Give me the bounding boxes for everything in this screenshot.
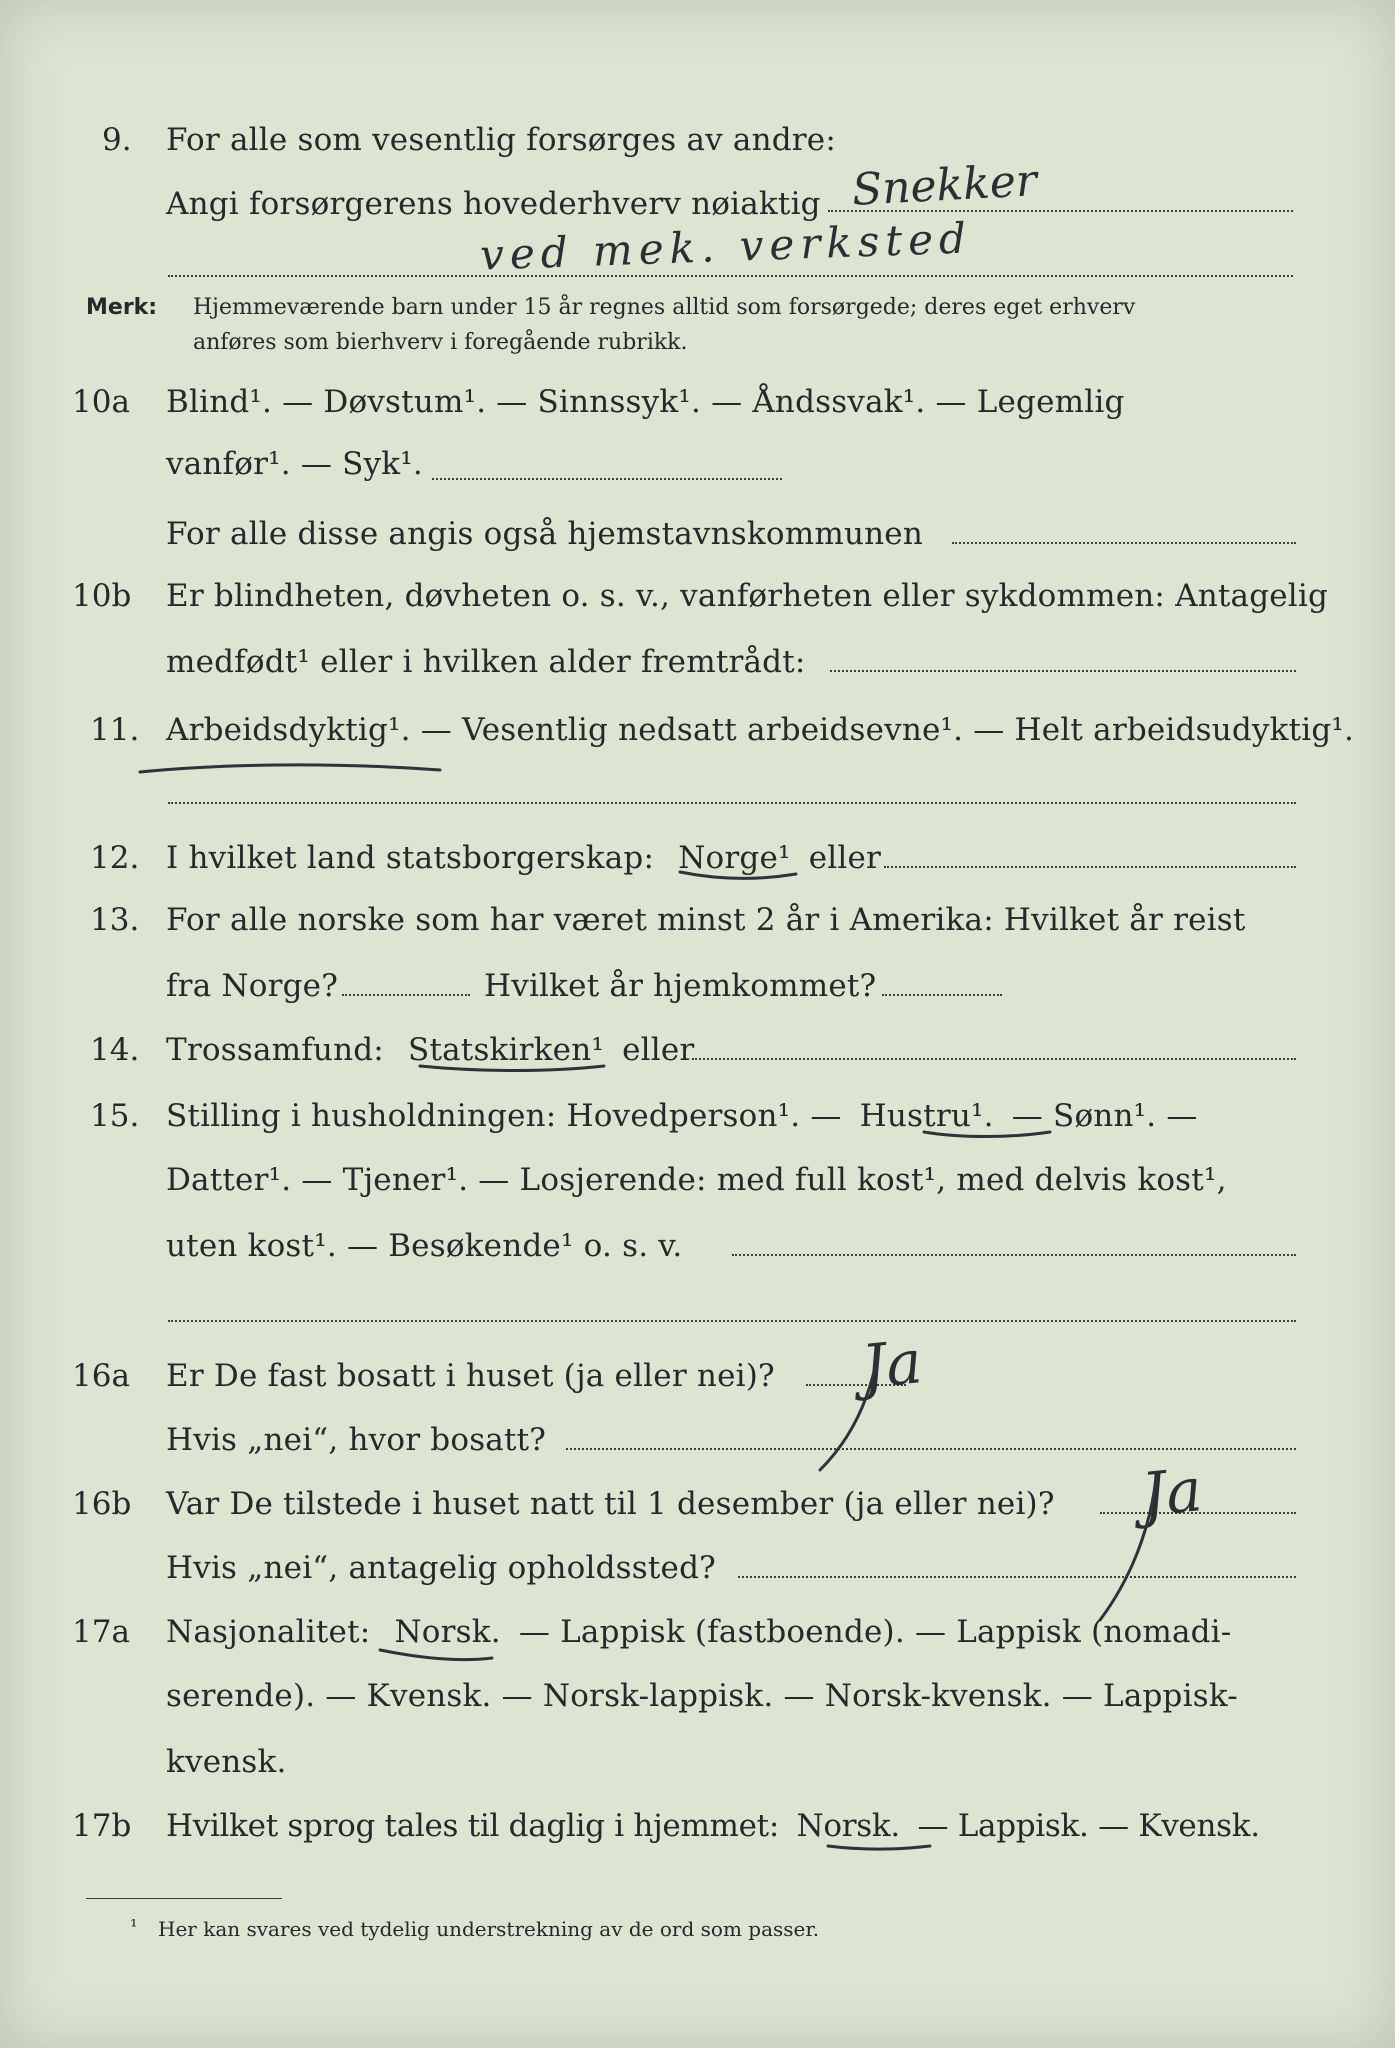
q13-line1: For alle norske som har været minst 2 år i Amerika: Hvilket år reist <box>166 902 1246 938</box>
q15-number: 15. <box>90 1098 140 1134</box>
q16b-ja-stroke <box>1100 1478 1156 1620</box>
merk-label: Merk: <box>86 295 158 320</box>
q10b-line2: medfødt¹ eller i hvilken alder fremtrådt: <box>166 644 806 680</box>
q15-line3: uten kost¹. — Besøkende¹ o. s. v. <box>166 1228 683 1264</box>
q11-underline-arbeidsdyktig <box>140 765 440 772</box>
q17a-underline-norsk <box>380 1650 492 1660</box>
q16b-handwritten-answer: Ja <box>1138 1455 1206 1531</box>
q14-underline-statskirken <box>420 1066 604 1071</box>
footnote-text: Her kan svares ved tydelig understrekning av de ord som passer. <box>158 1917 820 1941</box>
q12-number: 12. <box>90 840 140 876</box>
q9-line2: Angi forsørgerens hovederhverv nøiaktig <box>166 186 821 222</box>
q11-number: 11. <box>90 712 140 748</box>
q16a-number: 16a <box>72 1358 130 1394</box>
q16a-line2: Hvis „nei“, hvor bosatt? <box>166 1422 547 1458</box>
q17a-number: 17a <box>72 1614 130 1650</box>
merk-line2: anføres som bierhverv i foregående rubrikk. <box>193 330 688 355</box>
q10b-line1: Er blindheten, døvheten o. s. v., vanførheten eller sykdommen: Antagelig <box>166 578 1329 614</box>
q17a-question: Nasjonalitet: <box>166 1614 371 1650</box>
q15-underline-hustru <box>924 1132 1050 1137</box>
q10a-line1: Blind¹. — Døvstum¹. — Sinnssyk¹. — Åndssvak¹. — Legemlig <box>166 384 1125 420</box>
q10a-number: 10a <box>72 384 130 420</box>
q14-eller: eller <box>622 1032 695 1068</box>
q13-line2a: fra Norge? <box>166 968 339 1004</box>
q17a-line3: kvensk. <box>166 1744 287 1780</box>
q17a-line2: serende). — Kvensk. — Norsk-lappisk. — Norsk-kvensk. — Lappisk- <box>166 1678 1238 1714</box>
merk-line1: Hjemmeværende barn under 15 år regnes alltid som forsørgede; deres eget erhverv <box>193 295 1136 320</box>
q12-option-norge: Norge¹ <box>678 840 791 876</box>
q14-option-statskirken: Statskirken¹ <box>408 1032 604 1068</box>
q17b-option-norsk: Norsk. <box>796 1808 900 1844</box>
q15-line2: Datter¹. — Tjener¹. — Losjerende: med full kost¹, med delvis kost¹, <box>166 1162 1227 1198</box>
q15-line1-b: — Sønn¹. — <box>1011 1098 1198 1134</box>
q12-eller: eller <box>808 840 882 876</box>
q14-question: Trossamfund: <box>166 1032 384 1068</box>
q9-handwritten-answer1: Snekker <box>850 155 1039 216</box>
q16a-ja-stroke <box>820 1352 878 1470</box>
q17b-line-rest: — Lappisk. — Kvensk. <box>917 1808 1260 1844</box>
q15-option-hustru: Hustru¹. <box>859 1098 994 1134</box>
q12-question: I hvilket land statsborgerskap: <box>166 840 655 876</box>
q17b-question: Hvilket sprog tales til daglig i hjemmet: <box>166 1808 779 1844</box>
q13-line2b: Hvilket år hjemkommet? <box>484 968 877 1004</box>
q16b-line2: Hvis „nei“, antagelig opholdssted? <box>166 1550 716 1586</box>
q9-handwritten-answer2: ved mek. verksted <box>479 213 973 280</box>
q12-underline-norge <box>680 872 796 878</box>
q16b-number: 16b <box>72 1486 132 1522</box>
q10a-line2: vanfør¹. — Syk¹. <box>166 446 423 482</box>
q9-line1: For alle som vesentlig forsørges av andre: <box>166 122 836 158</box>
q14-number: 14. <box>90 1032 140 1068</box>
q17a-option-norsk: Norsk. <box>394 1614 501 1650</box>
q17b-number: 17b <box>72 1808 132 1844</box>
q9-number: 9. <box>102 122 132 158</box>
footnote-mark: ¹ <box>130 1916 138 1938</box>
q16a-line1: Er De fast bosatt i huset (ja eller nei)? <box>166 1358 775 1394</box>
q17b-underline-norsk <box>828 1846 930 1849</box>
q13-number: 13. <box>90 902 140 938</box>
q16b-line1: Var De tilstede i huset natt til 1 desember (ja eller nei)? <box>166 1486 1055 1522</box>
q17a-line1-rest: — Lappisk (fastboende). — Lappisk (nomadi- <box>518 1614 1232 1650</box>
q10a-line3: For alle disse angis også hjemstavnskommunen <box>166 516 923 552</box>
q10b-number: 10b <box>72 578 132 614</box>
q11-line1: Arbeidsdyktig¹. — Vesentlig nedsatt arbeidsevne¹. — Helt arbeidsudyktig¹. <box>166 712 1355 748</box>
q15-line1-a: Stilling i husholdningen: Hovedperson¹. — <box>166 1098 842 1134</box>
q16a-handwritten-answer: Ja <box>858 1327 926 1403</box>
